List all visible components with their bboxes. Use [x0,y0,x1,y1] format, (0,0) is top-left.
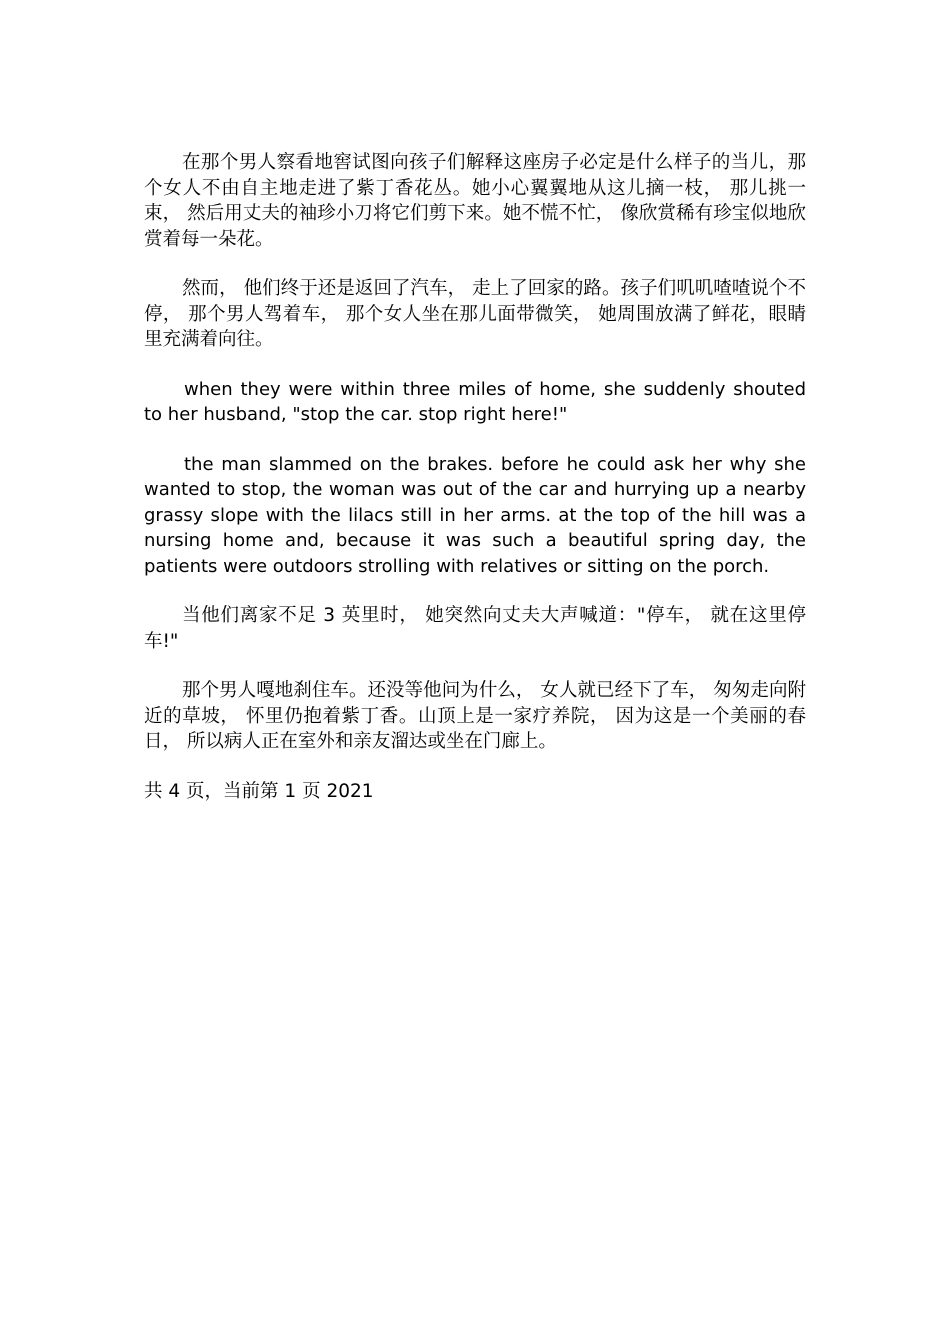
paragraph-2: 然而， 他们终于还是返回了汽车， 走上了回家的路。孩子们叽叽喳喳说个不停， 那个男人驾着车， 那个女人坐在那儿面带微笑， 她周围放满了鲜花，眼睛里充满着向往。 [144,278,806,350]
paragraph-4: the man slammed on the brakes. before he could ask her why she wanted to stop, the woman was out of the car and hurrying up a nearby grassy slope with the lilacs still in her arms. at the top of the hill was a nursing home and, because it was such a beautiful spring day, the patients were outdoors strolling with relatives or sitting on the porch. [144,453,806,577]
paragraph-6: 那个男人嘎地刹住车。还没等他问为什么， 女人就已经下了车， 匆匆走向附近的草坡， 怀里仍抱着紫丁香。山顶上是一家疗养院， 因为这是一个美丽的春日， 所以病人正在室外和亲友溜达或坐在门廊上。 [144,680,806,752]
paragraph-1: 在那个男人察看地窖试图向孩子们解释这座房子必定是什么样子的当儿，那个女人不由自主地走进了紫丁香花丛。她小心翼翼地从这儿摘一枝， 那儿挑一束， 然后用丈夫的袖珍小刀将它们剪下来。她不慌不忙， 像欣赏稀有珍宝似地欣赏着每一朵花。 [144,152,806,250]
paragraph-3: when they were within three miles of home, she suddenly shouted to her husband, "stop the car. stop right here!" [144,378,806,425]
page-footer: 共 4 页，当前第 1 页 2021 [144,780,374,802]
document-page [144,150,806,804]
paragraph-5: 当他们离家不足 3 英里时， 她突然向丈夫大声喊道："停车， 就在这里停车!" [144,605,806,652]
